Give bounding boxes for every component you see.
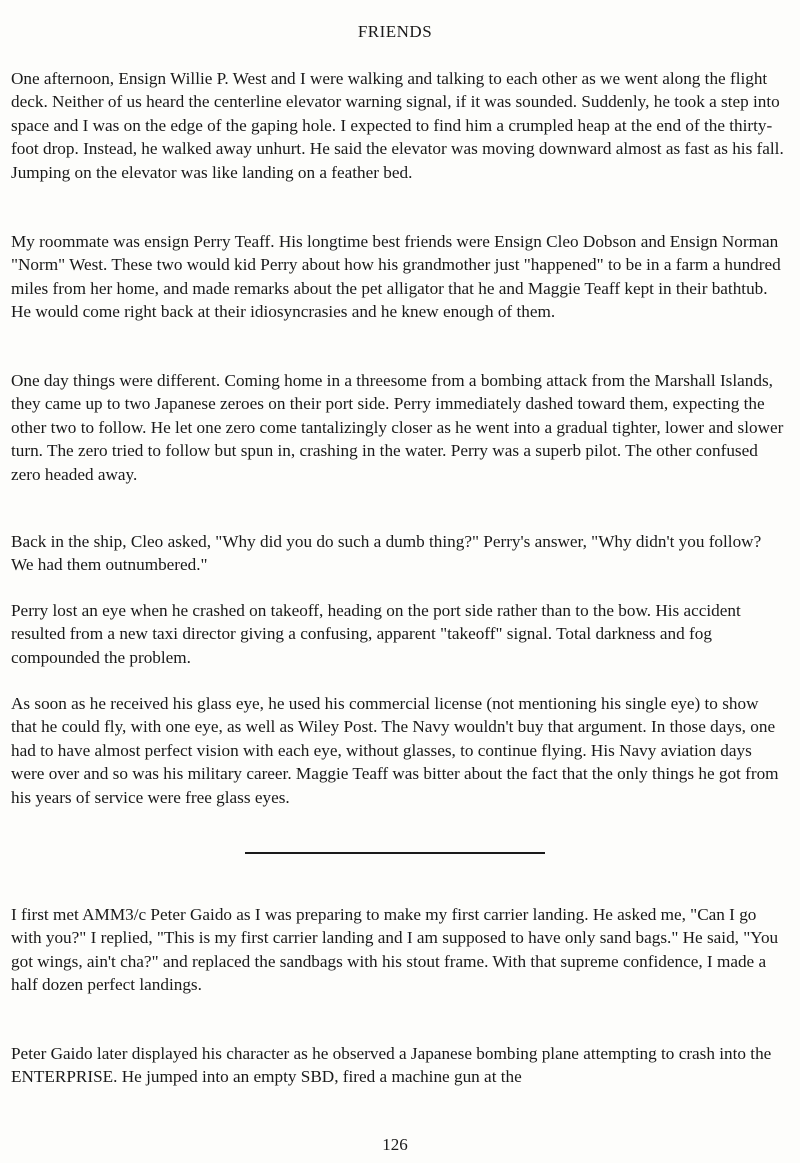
paragraph-zeroes: One day things were different. Coming home in a threesome from a bombing attack from the Marshall Islands, they came up to two Japanese zeroes on their port side. Perry immediately dashed toward them, expecting the other two to follow. He let one zero come tantalizingly closer as he went into a gradual tighter, lower and slower turn. The zero tried to follow but spun in, crashing in the water. Perry was a superb pilot. The other confused zero headed away. [11,371,784,484]
paragraph-west-elevator: One afternoon, Ensign Willie P. West and I were walking and talking to each other as we went along the flight deck. Neither of us heard the centerline elevator warning signal, if it was sounded. Suddenly, he took a step into space and I was on the edge of the gaping hole. I expected to find him a crumpled heap at the end of the thirty-foot drop. Instead, he walked away unhurt. He said the elevator was moving downward almost as fast as his fall. Jumping on the elevator was like landing on a feather bed. [11,69,784,182]
page-number: 126 [382,1135,408,1154]
page-title: FRIENDS [357,22,433,41]
paragraph-gaido-enterprise: Peter Gaido later displayed his character as he observed a Japanese bombing plane attempting to crash into the ENTERPRISE. He jumped into an empty SBD, fired a machine gun at the [11,1044,772,1087]
section-divider [245,852,545,854]
paragraph-glass-eye: As soon as he received his glass eye, he used his commercial license (not mentioning his single eye) to show that he could fly, with one eye, as well as Wiley Post. The Navy wouldn't buy that argument. In those days, one had to have almost perfect vision with each eye, without glasses, to continue flying. His Navy aviation days were over and so was his military career. Maggie Teaff was bitter about the fact that the only things he got from his years of service were free glass eyes. [11,694,779,807]
paragraph-roommate-teaff: My roommate was ensign Perry Teaff. His longtime best friends were Ensign Cleo Dobson and Ensign Norman "Norm" West. These two would kid Perry about how his grandmother just "happened" to be in a farm a hundred miles from her home, and made remarks about the pet alligator that he and Maggie Teaff kept in their bathtub. He would come right back at their idiosyncrasies and he knew enough of them. [11,232,781,322]
paragraph-back-in-ship: Back in the ship, Cleo asked, "Why did you do such a dumb thing?" Perry's answer, "Why didn't you follow? We had them outnumbered." [11,532,762,575]
paragraph-gaido-first-landing: I first met AMM3/c Peter Gaido as I was preparing to make my first carrier landing. He asked me, "Can I go with you?" I replied, "This is my first carrier landing and I am supposed to have only sand bags." He said, "You got wings, ain't cha?" and replaced the sandbags with his stout frame. With that supreme confidence, I made a half dozen perfect landings. [11,905,779,995]
paragraph-lost-eye: Perry lost an eye when he crashed on takeoff, heading on the port side rather than to the bow. His accident resulted from a new taxi director giving a confusing, apparent "takeoff" signal. Total darkness and fog compounded the problem. [11,601,741,667]
